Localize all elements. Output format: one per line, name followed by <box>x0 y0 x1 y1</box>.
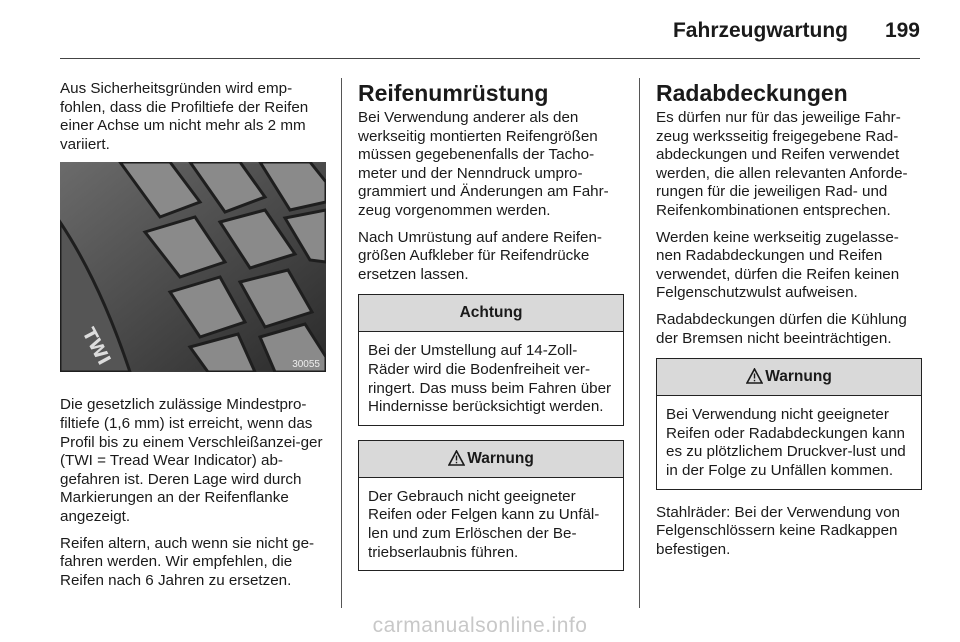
section-heading: Radabdeckungen <box>656 80 848 106</box>
paragraph: Bei Verwendung anderer als den werkseitig montierten Reifengrößen müssen gegebenenfalls der Tacho-meter und der Nenndruck umpro-grammiert und Änderungen am Fahr-zeug vorgenommen werden. <box>358 109 609 219</box>
figure-number: 30055 <box>292 359 320 371</box>
warning-text: Bei Verwendung nicht geeigneter Reifen oder Radabdeckungen kann es zu plötzlichem Druckver-lust und in der Folge zu Unfällen kommen. <box>666 406 906 479</box>
caution-box <box>358 294 624 425</box>
warning-header <box>359 441 623 478</box>
page-header <box>0 0 960 60</box>
warning-triangle-icon <box>746 368 763 384</box>
caution-title: Achtung <box>359 295 623 332</box>
paragraph: Reifen altern, auch wenn sie nicht ge-fahren werden. Wir empfehlen, die Reifen nach 6 Jahren zu ersetzen. <box>60 534 315 589</box>
warning-title: Warnung <box>467 449 534 467</box>
warning-box <box>358 440 624 571</box>
warning-text: Der Gebrauch nicht geeigneter Reifen oder Felgen kann zu Unfäl-len und zum Erlöschen der Be-triebserlaubnis führen. <box>368 487 600 561</box>
column-divider <box>341 78 342 608</box>
tire-tread-illustration <box>60 162 326 372</box>
paragraph: Radabdeckungen dürfen die Kühlung der Bremsen nicht beeinträchtigen. <box>656 310 907 347</box>
page-number: 199 <box>884 19 920 42</box>
caution-text: Bei der Umstellung auf 14-Zoll-Räder wird die Bodenfreiheit ver-ringert. Das muss beim Fahren über Hindernisse berücksichtigt werden. <box>368 342 612 416</box>
tire-tread-figure <box>60 162 326 372</box>
paragraph: Nach Umrüstung auf andere Reifen-größen Aufkleber für Reifendrücke ersetzen lassen. <box>358 228 602 283</box>
paragraph: Aus Sicherheitsgründen wird emp-fohlen, dass die Profiltiefe der Reifen einer Achse um nicht mehr als 2 mm variiert. <box>60 80 309 153</box>
column-right <box>656 80 922 567</box>
watermark: carmanualsonline.info <box>372 614 588 637</box>
twi-marking: TWI <box>77 324 115 370</box>
column-divider <box>639 78 640 608</box>
warning-triangle-icon <box>448 450 465 466</box>
column-middle <box>358 80 624 585</box>
column-left <box>60 80 326 598</box>
paragraph: Stahlräder: Bei der Verwendung von Felgenschlössern keine Radkappen befestigen. <box>656 503 901 558</box>
warning-title: Warnung <box>765 368 832 386</box>
paragraph: Es dürfen nur für das jeweilige Fahr-zeug werksseitig freigegebene Rad-abdeckungen und Reifen verwendet werden, die allen relevanten Anforde-rungen für die jeweiligen Rad- und Reifenkombinationen entsprechen. <box>656 109 908 219</box>
section-heading: Reifenumrüstung <box>358 80 549 106</box>
section-title: Fahrzeugwartung <box>672 19 848 42</box>
paragraph: Werden keine werkseitig zugelasse-nen Radabdeckungen und Reifen verwendet, dürfen die Reifen keinen Felgenschutzwulst aufweisen. <box>656 228 900 302</box>
paragraph: Die gesetzlich zulässige Mindestpro-filtiefe (1,6 mm) ist erreicht, wenn das Profil bis zu einem Verschleißanzei-ger (TWI = Tread Wear Indicator) ab-gefahren ist. Deren Lage wird durch Markierungen an der Reifenflanke angezeigt. <box>60 396 323 525</box>
header-divider <box>60 58 920 59</box>
warning-box <box>656 358 922 489</box>
warning-header <box>657 359 921 396</box>
